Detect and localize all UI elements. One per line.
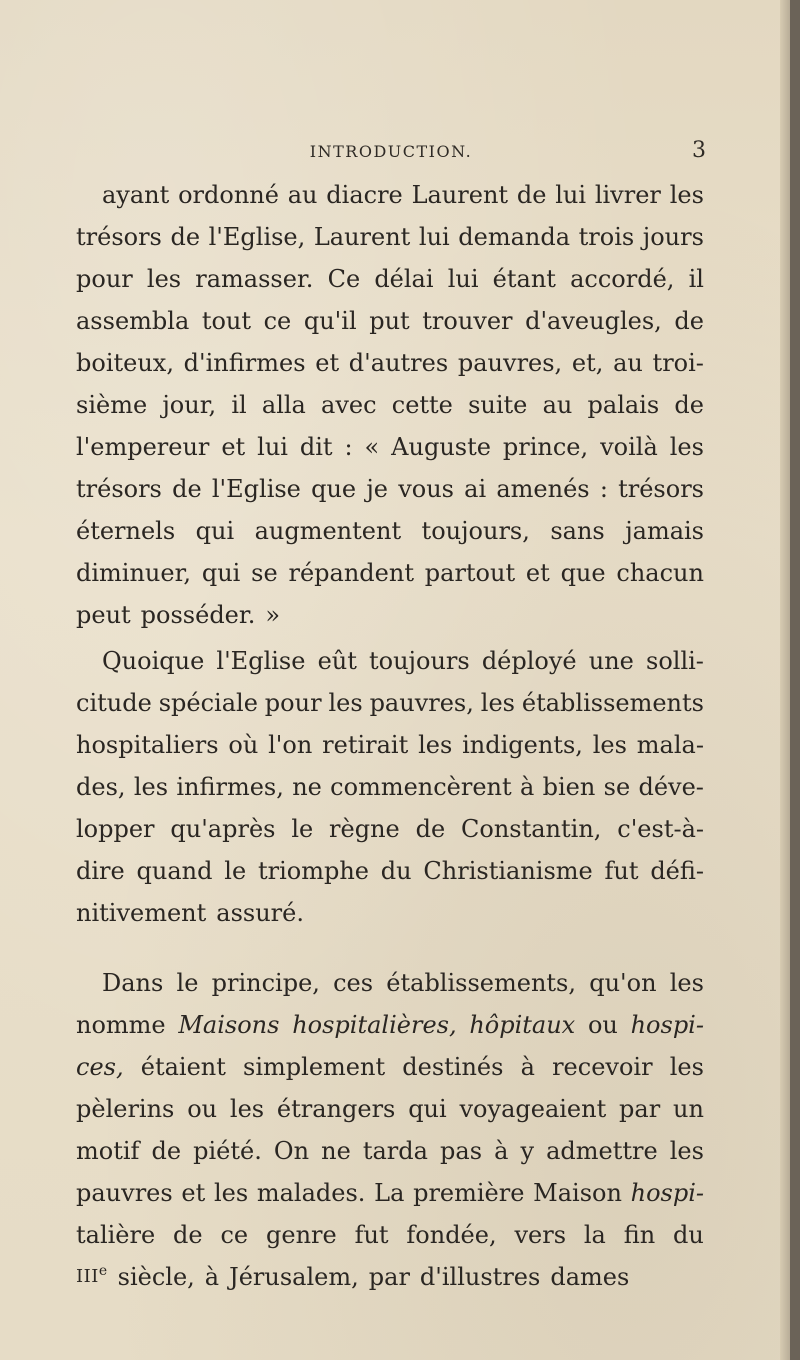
page-edge — [780, 0, 790, 1360]
text-line: pauvres et les malades. La première Maison hospi- — [76, 1179, 704, 1207]
body-text — [76, 174, 704, 1298]
paragraph-2 — [76, 640, 704, 934]
text-line: éternels qui augmentent toujours, sans jamais — [76, 517, 704, 545]
text-line: motif de piété. On ne tarda pas à y admettre les — [76, 1137, 704, 1165]
text-line: l'empereur et lui dit : « Auguste prince, voilà les — [76, 433, 704, 461]
text-line: des, les infirmes, ne commencèrent à bien se déve- — [76, 773, 704, 801]
text-line: trésors de l'Eglise que je vous ai amenés : trésors — [76, 475, 704, 503]
text-line: dire quand le triomphe du Christianisme fut défi- — [76, 857, 704, 885]
text-line: nomme Maisons hospitalières, hôpitaux ou hospi- — [76, 1011, 704, 1039]
text-line: trésors de l'Eglise, Laurent lui demanda trois jours — [76, 223, 704, 251]
text-line: Dans le principe, ces établissements, qu'on les — [102, 969, 704, 997]
text-line: sième jour, il alla avec cette suite au palais de — [76, 391, 704, 419]
text-line: pour les ramasser. Ce délai lui étant accordé, il — [76, 265, 704, 293]
paragraph-3 — [76, 962, 704, 1298]
paragraph-1 — [76, 174, 704, 636]
text-line: ces, étaient simplement destinés à recevoir les — [76, 1053, 704, 1081]
text-line: lopper qu'après le règne de Constantin, c'est-à- — [76, 815, 704, 843]
text-line: boiteux, d'infirmes et d'autres pauvres, et, au troi- — [76, 349, 704, 377]
text-line: pèlerins ou les étrangers qui voyageaient par un — [76, 1095, 704, 1123]
text-line: talière de ce genre fut fondée, vers la fin du — [76, 1221, 704, 1249]
running-head: INTRODUCTION. — [309, 142, 473, 161]
text-line: assembla tout ce qu'il put trouver d'aveugles, de — [76, 307, 704, 335]
page-number: 3 — [692, 138, 706, 163]
text-line: nitivement assuré. — [76, 899, 304, 927]
page-header — [76, 138, 706, 168]
text-line: Quoique l'Eglise eût toujours déployé une solli- — [102, 647, 704, 675]
text-line: diminuer, qui se répandent partout et que chacun — [76, 559, 704, 587]
text-line: citude spéciale pour les pauvres, les établissements — [76, 689, 704, 717]
text-line: hospitaliers où l'on retirait les indigents, les mala- — [76, 731, 704, 759]
text-line: peut posséder. » — [76, 601, 281, 629]
text-line: IIIe siècle, à Jérusalem, par d'illustres dames — [76, 1263, 630, 1291]
text-line: ayant ordonné au diacre Laurent de lui livrer les — [102, 181, 704, 209]
